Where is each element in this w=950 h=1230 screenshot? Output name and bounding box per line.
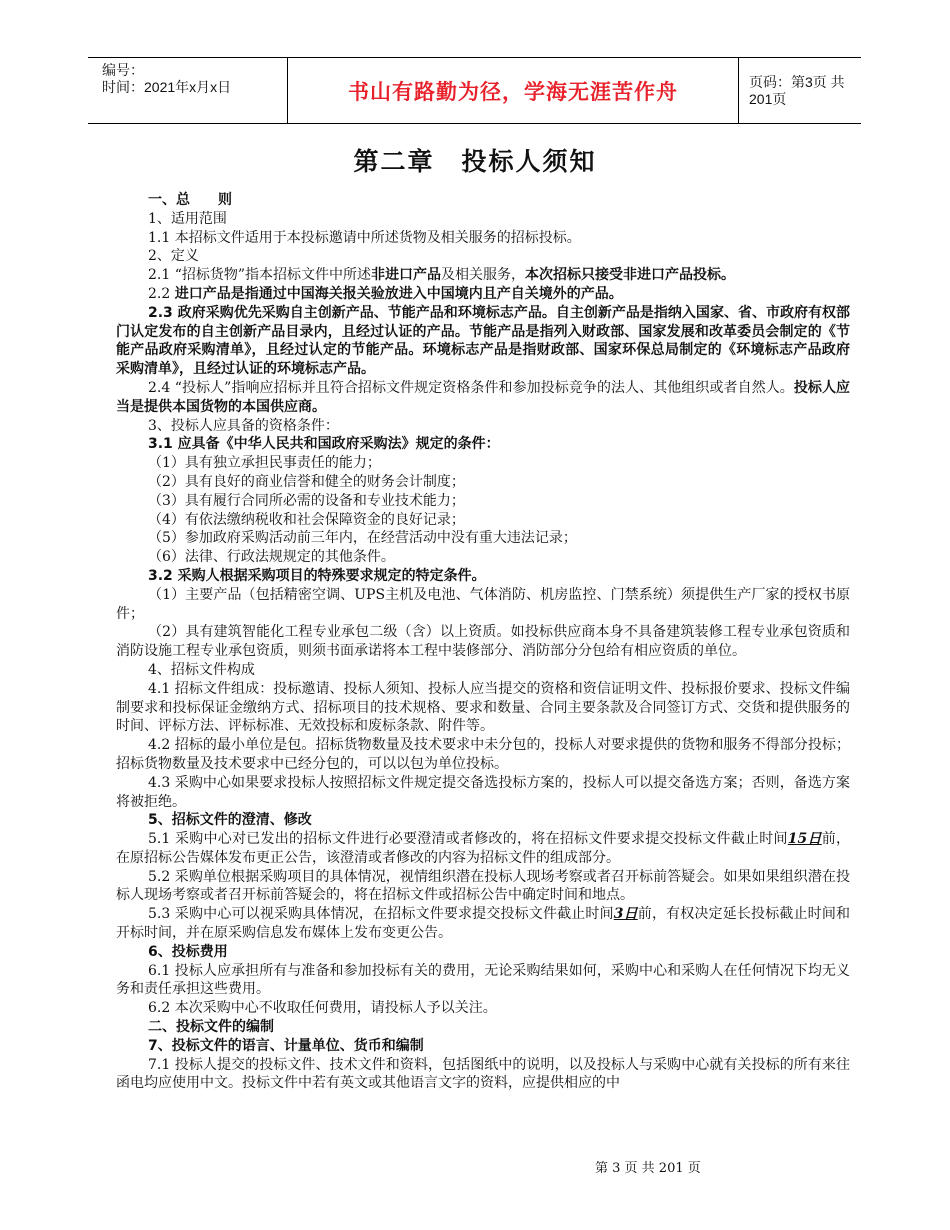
bold-paragraph: 二、投标文件的编制 xyxy=(148,1019,274,1036)
paragraph: （3）具有履行合同所必需的设备和专业技术能力； xyxy=(148,492,465,509)
header-page-cell xyxy=(739,58,861,123)
paragraph: 6.2 本次采购中心不收取任何费用，请投标人予以关注。 xyxy=(148,1000,497,1017)
text-run: 及相关服务， xyxy=(441,267,526,284)
document-time-label: 时间：2021年x月x日 xyxy=(102,79,232,95)
header-meta-cell xyxy=(88,58,286,123)
bold-text: 本次招标只接受非进口产品投标。 xyxy=(525,267,736,284)
bold-paragraph: 3.1 应具备《中华人民共和国政府采购法》规定的条件： xyxy=(148,436,500,453)
text-run: 前，有权决定延长投标截止时间和开标时间，并在原采购信息发布媒体上发布变更公告。 xyxy=(116,906,850,942)
paragraph: （2）具有良好的商业信誉和健全的财务会计制度； xyxy=(148,473,465,490)
paragraph: （1）主要产品（包括精密空调、UPS主机及电池、气体消防、机房监控、门禁系统）须提供生产厂家的授权书原件； xyxy=(116,586,850,622)
paragraph: 5.2 采购单位根据采购项目的具体情况，视情组织潜在投标人现场考察或者召开标前答疑会。如果如果组织潜在投标人现场考察或者召开标前答疑会的，将在招标文件或招标公告中确定时间和地点。 xyxy=(116,868,850,904)
chapter-title: 第二章 投标人须知 xyxy=(353,147,597,176)
paragraph xyxy=(116,830,850,868)
page-header xyxy=(88,57,861,124)
section-heading: 一、总 则 xyxy=(148,192,232,208)
paragraph: 1.1 本招标文件适用于本投标邀请中所述货物及相关服务的招标投标。 xyxy=(148,229,581,246)
paragraph xyxy=(116,266,850,285)
paragraph xyxy=(116,905,850,943)
text-run: 前，在原招标公告媒体发布更正公告，该澄清或者修改的内容为招标文件的组成部分。 xyxy=(116,831,851,866)
header-motto-cell xyxy=(287,58,739,123)
bold-paragraph: 3.2 采购人根据采购项目的特殊要求规定的特定条件。 xyxy=(148,567,486,584)
header-page-info: 页码：第3页 共201页 xyxy=(749,73,845,107)
paragraph: 4.3 采购中心如果要求投标人按照招标文件规定提交备选投标方案的，投标人可以提交备选方案；否则，备选方案将被拒绝。 xyxy=(116,774,850,810)
paragraph: （4）有依法缴纳税收和社会保障资金的良好记录； xyxy=(148,511,465,528)
paragraph: 7.1 投标人提交的投标文件、技术文件和资料，包括图纸中的说明，以及投标人与采购中心就有关投标的所有来往函电均应使用中文。投标文件中若有英文或其他语言文字的资料，应提供相应的中 xyxy=(116,1056,850,1092)
paragraph: （1）具有独立承担民事责任的能力； xyxy=(148,455,381,472)
paragraph: （2）具有建筑智能化工程专业承包二级（含）以上资质。如投标供应商本身不具备建筑装修工程专业承包资质和消防设施工程专业承包资质，则须书面承诺将本工程中装修部分、消防部分分包给有相应资质的单位。 xyxy=(116,624,850,660)
bold-text: 投标人应当是提供本国货物的本国供应商。 xyxy=(116,379,851,415)
page-footer: 第 3 页 共 201 页 xyxy=(595,1161,701,1176)
bold-paragraph: 7、投标文件的语言、计量单位、货币和编制 xyxy=(148,1037,424,1054)
bold-paragraph: 6、投标费用 xyxy=(148,943,228,960)
paragraph: 3、投标人应具备的资格条件： xyxy=(148,417,339,434)
paragraph xyxy=(116,379,850,417)
bold-paragraph: 5、招标文件的澄清、修改 xyxy=(148,812,312,829)
paragraph: 4、招标文件构成 xyxy=(148,661,255,678)
document-body xyxy=(116,191,850,1093)
bold-paragraph: 2.3 政府采购优先采购自主创新产品、节能产品和环境标志产品。自主创新产品是指纳入国家、省、市政府有权部门认定发布的自主创新产品目录内，且经过认证的产品。节能产品是指列入财政部、国家发展和改革委员会制定的《节能产品政府采购清单》，且经过认定的节能产品。环境标志产品是指财政部、国家环保总局制定的《环境标志产品政府采购清单》，且经过认证的环境标志产品。 xyxy=(116,304,850,378)
deadline-value: 3日 xyxy=(613,906,638,923)
bold-text: 非进口产品 xyxy=(371,267,442,284)
text-run: 2.2 xyxy=(148,285,175,302)
header-motto: 书山有路勤为径，学海无涯苦作舟 xyxy=(348,78,678,104)
paragraph: 2、定义 xyxy=(148,248,199,265)
paragraph: 4.2 招标的最小单位是包。招标货物数量及技术要求中未分包的，投标人对要求提供的货物和服务不得部分投标；招标货物数量及技术要求中已经分包的，可以以包为单位投标。 xyxy=(116,737,850,772)
paragraph: 4.1 招标文件组成：投标邀请、投标人须知、投标人应当提交的资格和资信证明文件、投标报价要求、投标文件编制要求和投标保证金缴纳方式、招标项目的技术规格、要求和数量、合同主要条款及合同签订方式、交货和提供服务的时间、评标方法、评标标准、无效投标和废标条款、附件等。 xyxy=(116,680,850,735)
paragraph: 6.1 投标人应承担所有与准备和参加投标有关的费用，无论采购结果如何，采购中心和采购人在任何情况下均无义务和责任承担这些费用。 xyxy=(116,962,850,998)
text-run: 5.1 采购中心对已发出的招标文件进行必要澄清或者修改的，将在招标文件要求提交投标文件截止时间 xyxy=(148,831,788,848)
paragraph xyxy=(116,285,850,304)
text-run: 2.4 “投标人”指响应招标并且符合招标文件规定资格条件和参加投标竞争的法人、其他组织或者自然人。 xyxy=(148,379,794,396)
paragraph: 1、适用范围 xyxy=(148,210,227,227)
paragraph: （5）参加政府采购活动前三年内，在经营活动中没有重大违法记录； xyxy=(148,530,577,547)
deadline-value: 15日 xyxy=(787,831,822,848)
text-run: 2.1 “招标货物”指本招标文件中所述 xyxy=(148,267,372,284)
paragraph: （6）法律、行政法规规定的其他条件。 xyxy=(148,549,395,566)
bold-text: 进口产品是指通过中国海关报关验放进入中国境内且产自关境外的产品。 xyxy=(174,285,623,302)
text-run: 5.3 采购中心可以视采购具体情况，在招标文件要求提交投标文件截止时间 xyxy=(148,906,614,923)
document-number-label: 编号： xyxy=(102,62,144,78)
